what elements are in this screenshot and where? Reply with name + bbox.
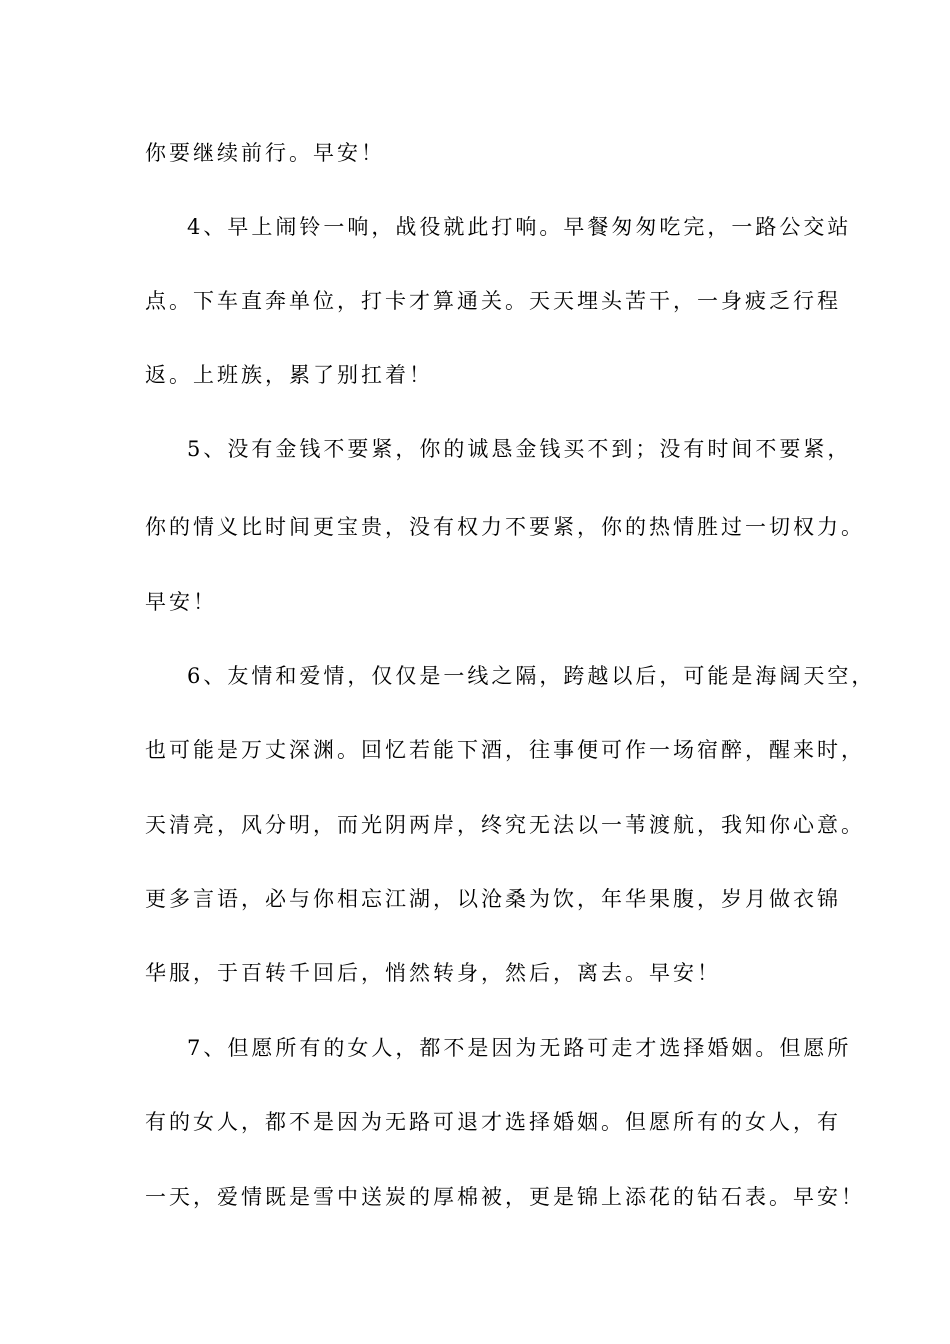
text-line: 也可能是万丈深渊。回忆若能下酒，往事便可作一场宿醉，醒来时， [145, 738, 865, 762]
text-line: 华服，于百转千回后，悄然转身，然后，离去。早安！ [145, 961, 721, 985]
text-line: 早安！ [145, 590, 217, 614]
text-line: 返。上班族，累了别扛着！ [145, 363, 433, 387]
paragraph-6-line: 6、友情和爱情，仅仅是一线之隔，跨越以后，可能是海阔天空， [187, 664, 876, 688]
text-line: 天清亮，风分明，而光阴两岸，终究无法以一苇渡航，我知你心意。 [145, 813, 865, 837]
text-line: 更多言语，必与你相忘江湖，以沧桑为饮，年华果腹，岁月做衣锦 [145, 887, 841, 911]
text-line: 你要继续前行。早安！ [145, 141, 385, 165]
paragraph-5-line: 5、没有金钱不要紧，你的诚恳金钱买不到；没有时间不要紧， [187, 437, 852, 461]
paragraph-7-line: 7、但愿所有的女人，都不是因为无路可走才选择婚姻。但愿所 [187, 1036, 852, 1060]
paragraph-4-line: 4、早上闹铃一响，战役就此打响。早餐匆匆吃完，一路公交站 [187, 215, 852, 239]
text-line: 你的情义比时间更宝贵，没有权力不要紧，你的热情胜过一切权力。 [145, 515, 865, 539]
text-line: 点。下车直奔单位，打卡才算通关。天天埋头苦干，一身疲乏行程 [145, 289, 841, 313]
text-line: 一天，爱情既是雪中送炭的厚棉被，更是锦上添花的钻石表。早安！ [145, 1185, 865, 1209]
text-line: 有的女人，都不是因为无路可退才选择婚姻。但愿所有的女人，有 [145, 1110, 841, 1134]
